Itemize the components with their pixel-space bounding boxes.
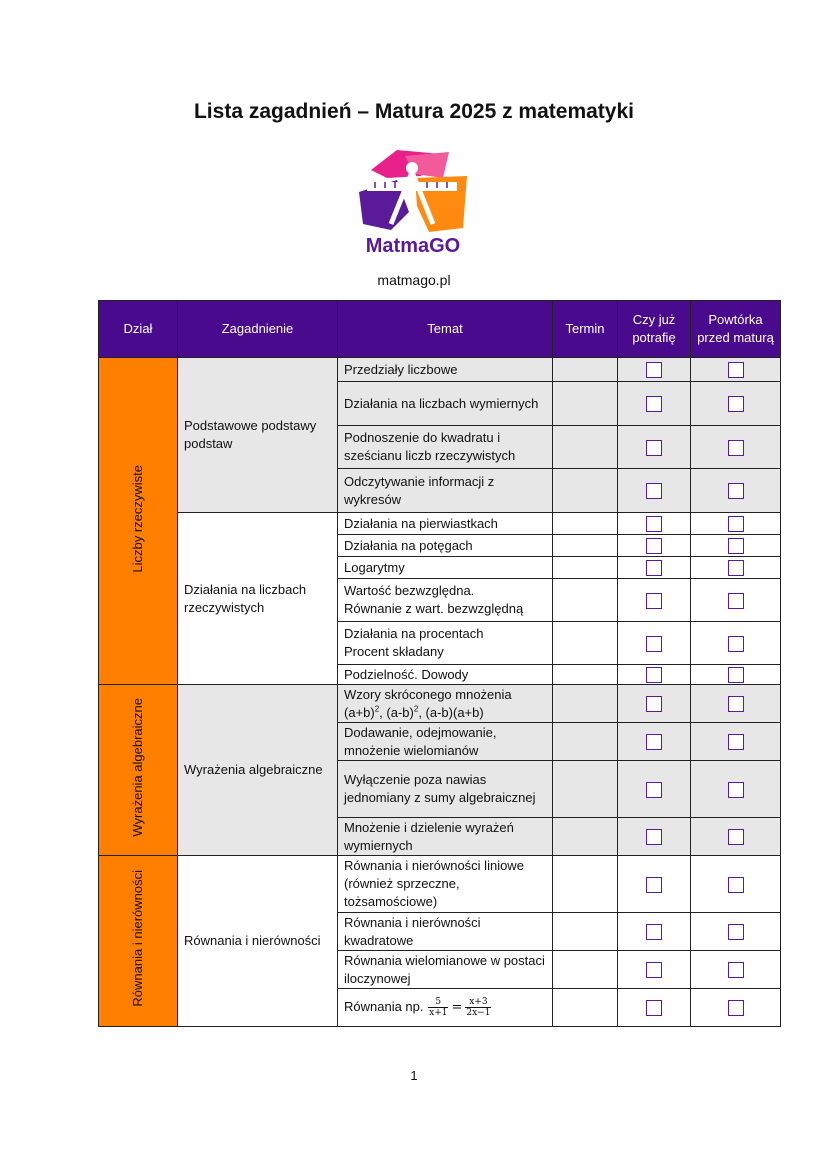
powtorka-checkbox[interactable]	[728, 782, 744, 798]
page-number: 1	[410, 1068, 418, 1083]
termin-cell[interactable]	[553, 557, 618, 579]
header-powtorka: Powtórka przed maturą	[691, 301, 781, 358]
powtorka-checkbox[interactable]	[728, 538, 744, 554]
powtorka-checkbox[interactable]	[728, 362, 744, 378]
potrafie-checkbox[interactable]	[646, 877, 662, 893]
termin-cell[interactable]	[553, 513, 618, 535]
termin-cell[interactable]	[553, 382, 618, 426]
potrafie-checkbox[interactable]	[646, 924, 662, 940]
termin-cell[interactable]	[553, 665, 618, 685]
termin-cell[interactable]	[553, 426, 618, 469]
termin-cell[interactable]	[553, 723, 618, 761]
svg-text:MatmaGO: MatmaGO	[365, 235, 461, 257]
section-liczby: Liczby rzeczywiste	[99, 358, 178, 685]
powtorka-checkbox[interactable]	[728, 877, 744, 893]
topic: Wyłączenie poza nawias jednomiany z sumy algebraicznej	[338, 761, 553, 818]
section-wyrazenia: Wyrażenia algebraiczne	[99, 685, 178, 856]
termin-cell[interactable]	[553, 685, 618, 723]
matmago-logo	[357, 148, 469, 258]
powtorka-checkbox[interactable]	[728, 734, 744, 750]
header-potrafie: Czy już potrafię	[618, 301, 691, 358]
potrafie-checkbox[interactable]	[646, 696, 662, 712]
topics-table	[98, 300, 781, 1027]
termin-cell[interactable]	[553, 951, 618, 989]
potrafie-checkbox[interactable]	[646, 516, 662, 532]
powtorka-checkbox[interactable]	[728, 1000, 744, 1016]
header-dzial: Dział	[99, 301, 178, 358]
termin-cell[interactable]	[553, 579, 618, 622]
potrafie-checkbox[interactable]	[646, 362, 662, 378]
powtorka-checkbox[interactable]	[728, 593, 744, 609]
powtorka-checkbox[interactable]	[728, 396, 744, 412]
termin-cell[interactable]	[553, 856, 618, 913]
termin-cell[interactable]	[553, 622, 618, 665]
potrafie-checkbox[interactable]	[646, 667, 662, 683]
topic: Równania i nierówności liniowe (również sprzeczne, tożsamościowe)	[338, 856, 553, 913]
section-rownania: Równania i nierówności	[99, 856, 178, 1027]
powtorka-checkbox[interactable]	[728, 667, 744, 683]
termin-cell[interactable]	[553, 913, 618, 951]
table-row	[99, 513, 781, 535]
table-row	[99, 358, 781, 382]
powtorka-checkbox[interactable]	[728, 924, 744, 940]
potrafie-checkbox[interactable]	[646, 560, 662, 576]
potrafie-checkbox[interactable]	[646, 593, 662, 609]
topic: Równania i nierówności kwadratowe	[338, 913, 553, 951]
header-temat: Temat	[338, 301, 553, 358]
page-title: Lista zagadnień – Matura 2025 z matematyki	[193, 100, 634, 123]
zagadnienie-wyrazenia: Wyrażenia algebraiczne	[178, 685, 338, 856]
fraction-left: $\frac{5}{x+1}$	[429, 997, 448, 1018]
table-row	[99, 685, 781, 723]
termin-cell[interactable]	[553, 818, 618, 856]
topic: Równania wielomianowe w postaci iloczynowej	[338, 951, 553, 989]
powtorka-checkbox[interactable]	[728, 696, 744, 712]
zagadnienie-dzialania: Działania na liczbach rzeczywistych	[178, 513, 338, 685]
header-row	[99, 301, 781, 358]
potrafie-checkbox[interactable]	[646, 396, 662, 412]
topic: Odczytywanie informacji z wykresów	[338, 469, 553, 513]
potrafie-checkbox[interactable]	[646, 483, 662, 499]
potrafie-checkbox[interactable]	[646, 538, 662, 554]
termin-cell[interactable]	[553, 358, 618, 382]
topic: Podzielność. Dowody	[338, 665, 553, 685]
potrafie-checkbox[interactable]	[646, 829, 662, 845]
site-url[interactable]: matmago.pl	[377, 272, 451, 288]
fraction-right: $\frac{x+3}{2x-1}$	[466, 997, 491, 1018]
topic: Działania na pierwiastkach	[338, 513, 553, 535]
topic: Wzory skróconego mnożenia $(a+b)^2$, $(a-b)^2$, (a-b)(a+b)	[338, 685, 553, 723]
topic: Działania na potęgach	[338, 535, 553, 557]
header-zagadnienie: Zagadnienie	[178, 301, 338, 358]
powtorka-checkbox[interactable]	[728, 440, 744, 456]
potrafie-checkbox[interactable]	[646, 734, 662, 750]
topic: Dodawanie, odejmowanie, mnożenie wielomianów	[338, 723, 553, 761]
topic: Logarytmy	[338, 557, 553, 579]
topic: Mnożenie i dzielenie wyrażeń wymiernych	[338, 818, 553, 856]
termin-cell[interactable]	[553, 535, 618, 557]
table-row	[99, 856, 781, 913]
potrafie-checkbox[interactable]	[646, 1000, 662, 1016]
zagadnienie-podstawy: Podstawowe podstawy podstaw	[178, 358, 338, 513]
topic: Przedziały liczbowe	[338, 358, 553, 382]
termin-cell[interactable]	[553, 761, 618, 818]
powtorka-checkbox[interactable]	[728, 962, 744, 978]
potrafie-checkbox[interactable]	[646, 782, 662, 798]
header-termin: Termin	[553, 301, 618, 358]
topic: Równania np. $\frac{5}{x+1}$ = $\frac{x+3}{2x-1}$	[338, 989, 553, 1027]
powtorka-checkbox[interactable]	[728, 483, 744, 499]
termin-cell[interactable]	[553, 469, 618, 513]
topic: Wartość bezwzględna. Równanie z wart. bezwzględną	[338, 579, 553, 622]
powtorka-checkbox[interactable]	[728, 516, 744, 532]
topic: Działania na procentach Procent składany	[338, 622, 553, 665]
topic: Podnoszenie do kwadratu i sześcianu liczb rzeczywistych	[338, 426, 553, 469]
powtorka-checkbox[interactable]	[728, 560, 744, 576]
potrafie-checkbox[interactable]	[646, 962, 662, 978]
topic: Działania na liczbach wymiernych	[338, 382, 553, 426]
potrafie-checkbox[interactable]	[646, 636, 662, 652]
potrafie-checkbox[interactable]	[646, 440, 662, 456]
termin-cell[interactable]	[553, 989, 618, 1027]
zagadnienie-rownania: Równania i nierówności	[178, 856, 338, 1027]
powtorka-checkbox[interactable]	[728, 829, 744, 845]
powtorka-checkbox[interactable]	[728, 636, 744, 652]
